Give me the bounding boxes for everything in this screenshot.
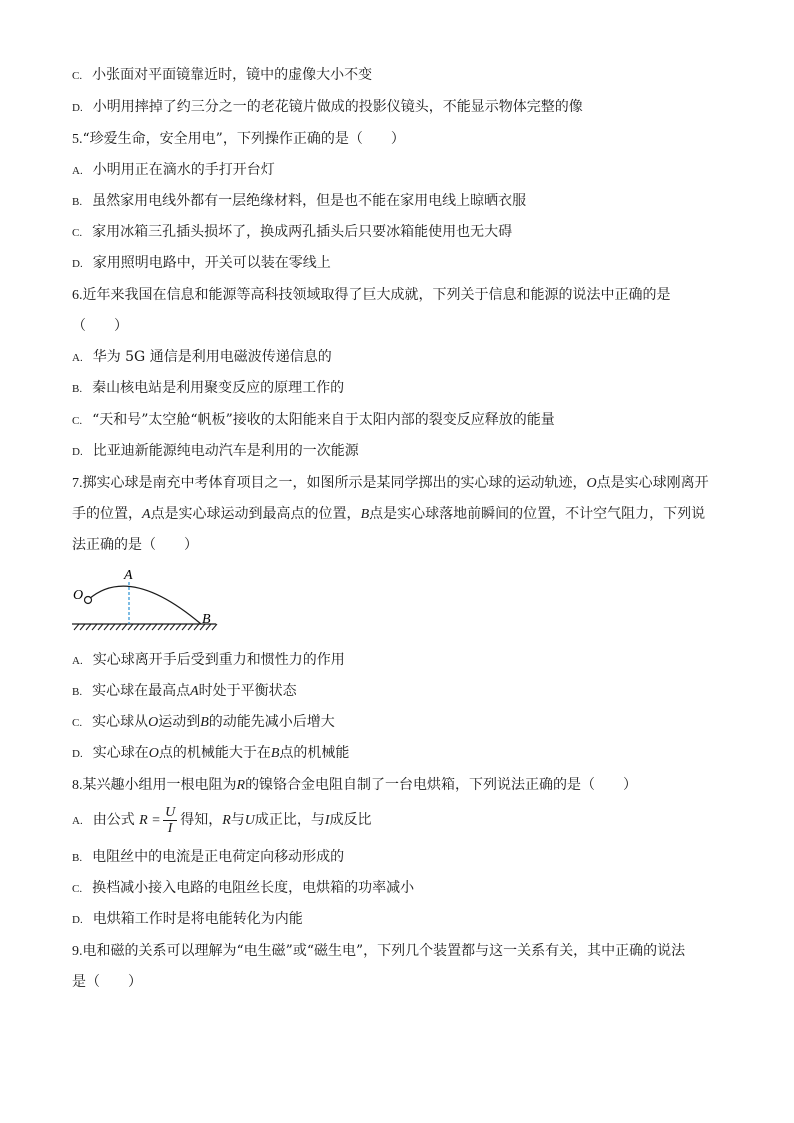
q7-option-a: A. 实心球离开手后受到重力和惯性力的作用	[72, 652, 345, 668]
question-8-stem: 8.某兴趣小组用一根电阻为R的镍铬合金电阻自制了一台电烘箱，下列说法正确的是（ ）	[72, 777, 638, 793]
question-7-stem-line3: 法正确的是（ ）	[72, 537, 198, 553]
ball	[85, 597, 92, 604]
q5-option-b: B. 虽然家用电线外都有一层绝缘材料，但是也不能在家用电线上晾晒衣服	[72, 193, 527, 209]
q7-option-b: B. 实心球在最高点A时处于平衡状态	[72, 683, 297, 699]
q8-option-c: C. 换档减小接入电路的电阻丝长度，电烘箱的功率减小	[72, 880, 415, 896]
question-7-stem: 7.掷实心球是南充中考体育项目之一，如图所示是某同学掷出的实心球的运动轨迹，O点是实心球刚离开	[72, 475, 709, 491]
q8-option-a: A. 由公式 R = $\frac{U}{I}$ 得知，R与U成正比，与I成反比	[72, 804, 372, 836]
q6-option-a: A. 华为 5G 通信是利用电磁波传递信息的	[72, 349, 332, 365]
q6-option-d: D. 比亚迪新能源纯电动汽车是利用的一次能源	[72, 443, 359, 459]
question-6-stem-cont: （ ）	[72, 318, 128, 334]
question-5-stem: 5.“珍爱生命，安全用电”，下列操作正确的是（ ）	[72, 131, 405, 147]
q7-option-d: D. 实心球在O点的机械能大于在B点的机械能	[72, 745, 350, 761]
q5-option-d: D. 家用照明电路中，开关可以装在零线上	[72, 255, 331, 271]
label-a: A	[124, 568, 133, 583]
option-d-prev: D. 小明用摔掉了约三分之一的老花镜片做成的投影仪镜头，不能显示物体完整的像	[72, 99, 583, 115]
fraction-u-over-i: $\frac{U}{I}$	[165, 804, 176, 836]
formula: R = $\frac{U}{I}$	[139, 804, 176, 836]
label-b: B	[202, 612, 211, 627]
q6-option-b: B. 秦山核电站是利用聚变反应的原理工作的	[72, 380, 345, 396]
trajectory-figure	[70, 563, 220, 635]
q5-option-c: C. 家用冰箱三孔插头损坏了，换成两孔插头后只要冰箱能使用也无大碍	[72, 224, 513, 240]
trajectory-curve	[89, 586, 201, 624]
question-9-stem: 9.电和磁的关系可以理解为“电生磁”或“磁生电”，下列几个装置都与这一关系有关，其中正确的说法	[72, 943, 686, 959]
question-6-stem: 6.近年来我国在信息和能源等高科技领域取得了巨大成就，下列关于信息和能源的说法中正确的是	[72, 287, 671, 303]
question-7-stem-line2: 手的位置，A点是实心球运动到最高点的位置，B点是实心球落地前瞬间的位置，不计空气阻力，下列说	[72, 506, 706, 522]
q6-option-c: C. “天和号”太空舱“帆板”接收的太阳能来自于太阳内部的裂变反应释放的能量	[72, 412, 555, 428]
label-o: O	[73, 588, 84, 603]
ground-hatching	[74, 624, 217, 630]
question-9-stem-cont: 是（ ）	[72, 974, 142, 990]
q5-option-a: A. 小明用正在滴水的手打开台灯	[72, 162, 275, 178]
q8-option-d: D. 电烘箱工作时是将电能转化为内能	[72, 911, 303, 927]
q7-option-c: C. 实心球从O运动到B的动能先减小后增大	[72, 714, 335, 730]
q8-option-b: B. 电阻丝中的电流是正电荷定向移动形成的	[72, 849, 345, 865]
option-c-prev: C. 小张面对平面镜靠近时，镜中的虚像大小不变	[72, 67, 373, 83]
